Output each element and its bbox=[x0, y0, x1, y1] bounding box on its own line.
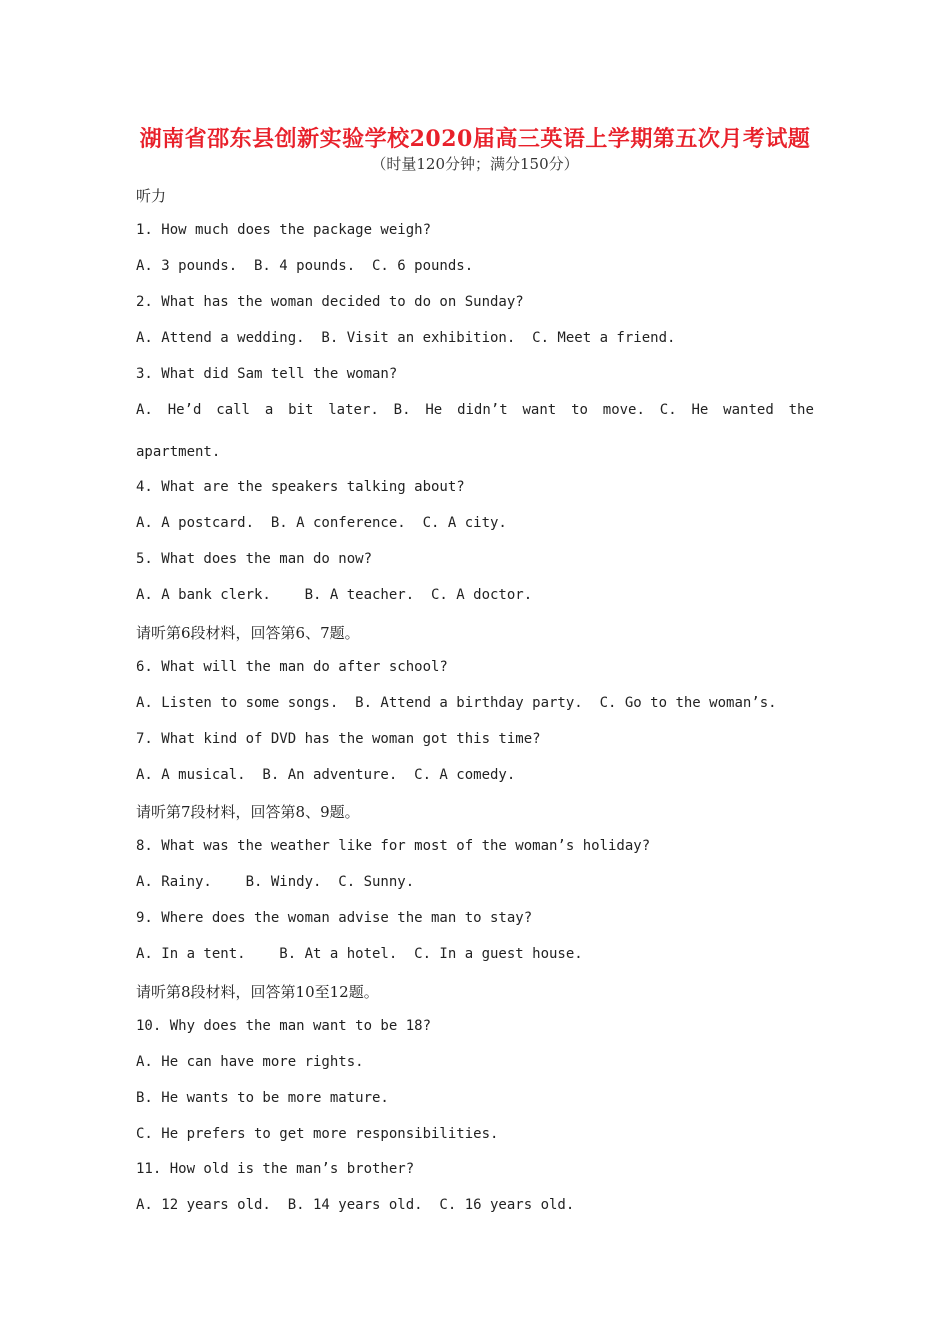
section-instruction: 请听第8段材料，回答第10至12题。 bbox=[136, 983, 379, 1001]
question-3-options-continued: apartment. bbox=[136, 444, 221, 460]
question-10-option-b: B. He wants to be more mature. bbox=[136, 1090, 389, 1106]
option-word: He’d bbox=[167, 402, 202, 418]
question-2-options: A. Attend a wedding. B. Visit an exhibition. C. Meet a friend. bbox=[136, 330, 676, 346]
question-7: 7. What kind of DVD has the woman got this time? bbox=[136, 731, 541, 747]
option-word: to bbox=[571, 402, 588, 418]
section-instruction: 请听第6段材料，回答第6、7题。 bbox=[136, 624, 360, 642]
question-4: 4. What are the speakers talking about? bbox=[136, 479, 465, 495]
question-10: 10. Why does the man want to be 18? bbox=[136, 1018, 432, 1034]
document-subtitle: （时量120分钟；满分150分） bbox=[371, 155, 579, 173]
question-5: 5. What does the man do now? bbox=[136, 551, 373, 567]
question-2: 2. What has the woman decided to do on Sunday? bbox=[136, 294, 524, 310]
question-6-options: A. Listen to some songs. B. Attend a birthday party. C. Go to the woman’s. bbox=[136, 695, 777, 711]
section-label-listening: 听力 bbox=[136, 187, 167, 205]
option-word: want bbox=[522, 402, 557, 418]
option-word: a bbox=[264, 402, 274, 418]
question-3-options bbox=[136, 402, 814, 418]
option-word: bit bbox=[288, 402, 314, 418]
option-word: He bbox=[691, 402, 709, 418]
question-4-options: A. A postcard. B. A conference. C. A city. bbox=[136, 515, 507, 531]
option-word: move. bbox=[602, 402, 645, 418]
question-8: 8. What was the weather like for most of the woman’s holiday? bbox=[136, 838, 651, 854]
option-word: A. bbox=[136, 402, 153, 418]
question-8-options: A. Rainy. B. Windy. C. Sunny. bbox=[136, 874, 415, 890]
question-7-options: A. A musical. B. An adventure. C. A comedy. bbox=[136, 767, 516, 783]
question-1: 1. How much does the package weigh? bbox=[136, 222, 432, 238]
question-10-option-a: A. He can have more rights. bbox=[136, 1054, 364, 1070]
option-word: later. bbox=[328, 402, 379, 418]
option-word: the bbox=[788, 402, 814, 418]
question-5-options: A. A bank clerk. B. A teacher. C. A doctor. bbox=[136, 587, 533, 603]
option-word: call bbox=[216, 402, 250, 418]
option-word: wanted bbox=[723, 402, 774, 418]
question-11-options: A. 12 years old. B. 14 years old. C. 16 years old. bbox=[136, 1197, 575, 1213]
question-9: 9. Where does the woman advise the man to stay? bbox=[136, 910, 533, 926]
question-6: 6. What will the man do after school? bbox=[136, 659, 448, 675]
question-11: 11. How old is the man’s brother? bbox=[136, 1161, 415, 1177]
question-3: 3. What did Sam tell the woman? bbox=[136, 366, 398, 382]
document-title: 湖南省邵东县创新实验学校2020届高三英语上学期第五次月考试题 bbox=[139, 126, 811, 152]
question-10-option-c: C. He prefers to get more responsibilities. bbox=[136, 1126, 499, 1142]
section-instruction: 请听第7段材料，回答第8、9题。 bbox=[136, 803, 360, 821]
option-word: C. bbox=[659, 402, 677, 418]
option-word: didn’t bbox=[457, 402, 508, 418]
question-9-options: A. In a tent. B. At a hotel. C. In a guest house. bbox=[136, 946, 583, 962]
question-1-options: A. 3 pounds. B. 4 pounds. C. 6 pounds. bbox=[136, 258, 474, 274]
option-word: B. bbox=[393, 402, 411, 418]
option-word: He bbox=[425, 402, 443, 418]
